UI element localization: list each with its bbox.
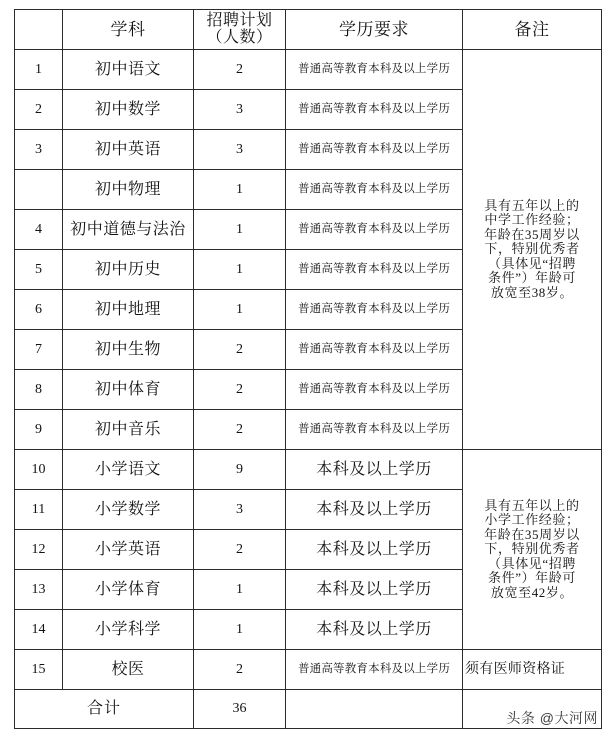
cell-count: 1 xyxy=(194,290,286,330)
cell-subject: 校医 xyxy=(63,650,194,690)
remark-line: （具体见“招聘 xyxy=(488,255,576,271)
cell-index: 13 xyxy=(15,570,63,610)
header-education: 学历要求 xyxy=(286,10,463,50)
cell-education: 本科及以上学历 xyxy=(286,570,463,610)
cell-remark-school-doctor: 须有医师资格证 xyxy=(463,650,602,690)
cell-subject: 初中历史 xyxy=(63,250,194,290)
cell-education: 普通高等教育本科及以上学历 xyxy=(286,330,463,370)
remark-line: 中学工作经验； xyxy=(484,212,580,228)
cell-count: 2 xyxy=(194,650,286,690)
cell-education: 普通高等教育本科及以上学历 xyxy=(286,90,463,130)
total-remark xyxy=(463,690,602,729)
cell-index: 14 xyxy=(15,610,63,650)
cell-education: 普通高等教育本科及以上学历 xyxy=(286,250,463,290)
header-count-line2: （人数） xyxy=(206,28,273,46)
cell-count: 3 xyxy=(194,90,286,130)
header-subject: 学科 xyxy=(63,10,194,50)
total-count: 36 xyxy=(194,690,286,729)
cell-index: 1 xyxy=(15,50,63,90)
cell-index xyxy=(15,170,63,210)
cell-education: 普通高等教育本科及以上学历 xyxy=(286,50,463,90)
cell-index: 3 xyxy=(15,130,63,170)
cell-subject: 小学体育 xyxy=(63,570,194,610)
cell-subject: 初中道德与法治 xyxy=(63,210,194,250)
cell-count: 2 xyxy=(194,370,286,410)
cell-subject: 初中物理 xyxy=(63,170,194,210)
cell-count: 1 xyxy=(194,610,286,650)
cell-count: 2 xyxy=(194,50,286,90)
cell-index: 6 xyxy=(15,290,63,330)
remark-line: 条件”）年龄可 xyxy=(488,570,576,586)
cell-subject: 小学语文 xyxy=(63,450,194,490)
recruitment-plan-table xyxy=(14,9,602,729)
remark-line: 下，特别优秀者 xyxy=(484,241,580,257)
header-count-line1: 招聘计划 xyxy=(206,11,273,29)
cell-index: 9 xyxy=(15,410,63,450)
cell-count: 3 xyxy=(194,490,286,530)
cell-subject: 初中音乐 xyxy=(63,410,194,450)
table-header-row xyxy=(15,10,602,50)
cell-index: 5 xyxy=(15,250,63,290)
cell-subject: 小学数学 xyxy=(63,490,194,530)
cell-education: 本科及以上学历 xyxy=(286,490,463,530)
cell-education: 本科及以上学历 xyxy=(286,450,463,490)
cell-subject: 小学英语 xyxy=(63,530,194,570)
cell-subject: 初中体育 xyxy=(63,370,194,410)
cell-education: 普通高等教育本科及以上学历 xyxy=(286,210,463,250)
cell-count: 2 xyxy=(194,410,286,450)
cell-count: 1 xyxy=(194,210,286,250)
cell-count: 1 xyxy=(194,250,286,290)
remark-line: 下，特别优秀者 xyxy=(484,541,580,557)
cell-education: 普通高等教育本科及以上学历 xyxy=(286,410,463,450)
remark-line: 具有五年以上的 xyxy=(484,497,580,513)
cell-index: 10 xyxy=(15,450,63,490)
header-count xyxy=(194,10,286,50)
cell-subject: 初中数学 xyxy=(63,90,194,130)
cell-subject: 初中语文 xyxy=(63,50,194,90)
cell-index: 7 xyxy=(15,330,63,370)
table-body xyxy=(15,50,602,729)
table-row xyxy=(15,50,602,90)
cell-index: 8 xyxy=(15,370,63,410)
header-remark: 备注 xyxy=(463,10,602,50)
cell-count: 3 xyxy=(194,130,286,170)
remark-line: 小学工作经验； xyxy=(484,512,580,528)
cell-subject: 初中地理 xyxy=(63,290,194,330)
cell-education: 普通高等教育本科及以上学历 xyxy=(286,650,463,690)
cell-education: 普通高等教育本科及以上学历 xyxy=(286,290,463,330)
remark-line: 放宽至42岁。 xyxy=(490,584,574,600)
remark-line: 年龄在35周岁以 xyxy=(484,226,580,242)
table-total-row xyxy=(15,690,602,729)
total-education xyxy=(286,690,463,729)
cell-subject: 初中英语 xyxy=(63,130,194,170)
cell-count: 2 xyxy=(194,530,286,570)
total-label: 合计 xyxy=(15,690,194,729)
cell-remark-primary-school xyxy=(463,450,602,650)
cell-education: 本科及以上学历 xyxy=(286,610,463,650)
cell-education: 普通高等教育本科及以上学历 xyxy=(286,130,463,170)
remark-line: 年龄在35周岁以 xyxy=(484,526,580,542)
table-header xyxy=(15,10,602,50)
cell-remark-middle-school xyxy=(463,50,602,450)
remark-line: 放宽至38岁。 xyxy=(490,284,574,300)
remark-line: 条件”）年龄可 xyxy=(488,270,576,286)
remark-line: 具有五年以上的 xyxy=(484,197,580,213)
cell-subject: 初中生物 xyxy=(63,330,194,370)
cell-index: 11 xyxy=(15,490,63,530)
cell-index: 2 xyxy=(15,90,63,130)
cell-index: 12 xyxy=(15,530,63,570)
watermark-label: 头条 @大河网 xyxy=(506,710,598,727)
cell-count: 1 xyxy=(194,170,286,210)
cell-education: 普通高等教育本科及以上学历 xyxy=(286,370,463,410)
cell-index: 4 xyxy=(15,210,63,250)
cell-count: 2 xyxy=(194,330,286,370)
cell-education: 普通高等教育本科及以上学历 xyxy=(286,170,463,210)
cell-count: 9 xyxy=(194,450,286,490)
remark-line: （具体见“招聘 xyxy=(488,555,576,571)
table-row xyxy=(15,450,602,490)
cell-count: 1 xyxy=(194,570,286,610)
cell-index: 15 xyxy=(15,650,63,690)
cell-education: 本科及以上学历 xyxy=(286,530,463,570)
cell-subject: 小学科学 xyxy=(63,610,194,650)
header-index xyxy=(15,10,63,50)
